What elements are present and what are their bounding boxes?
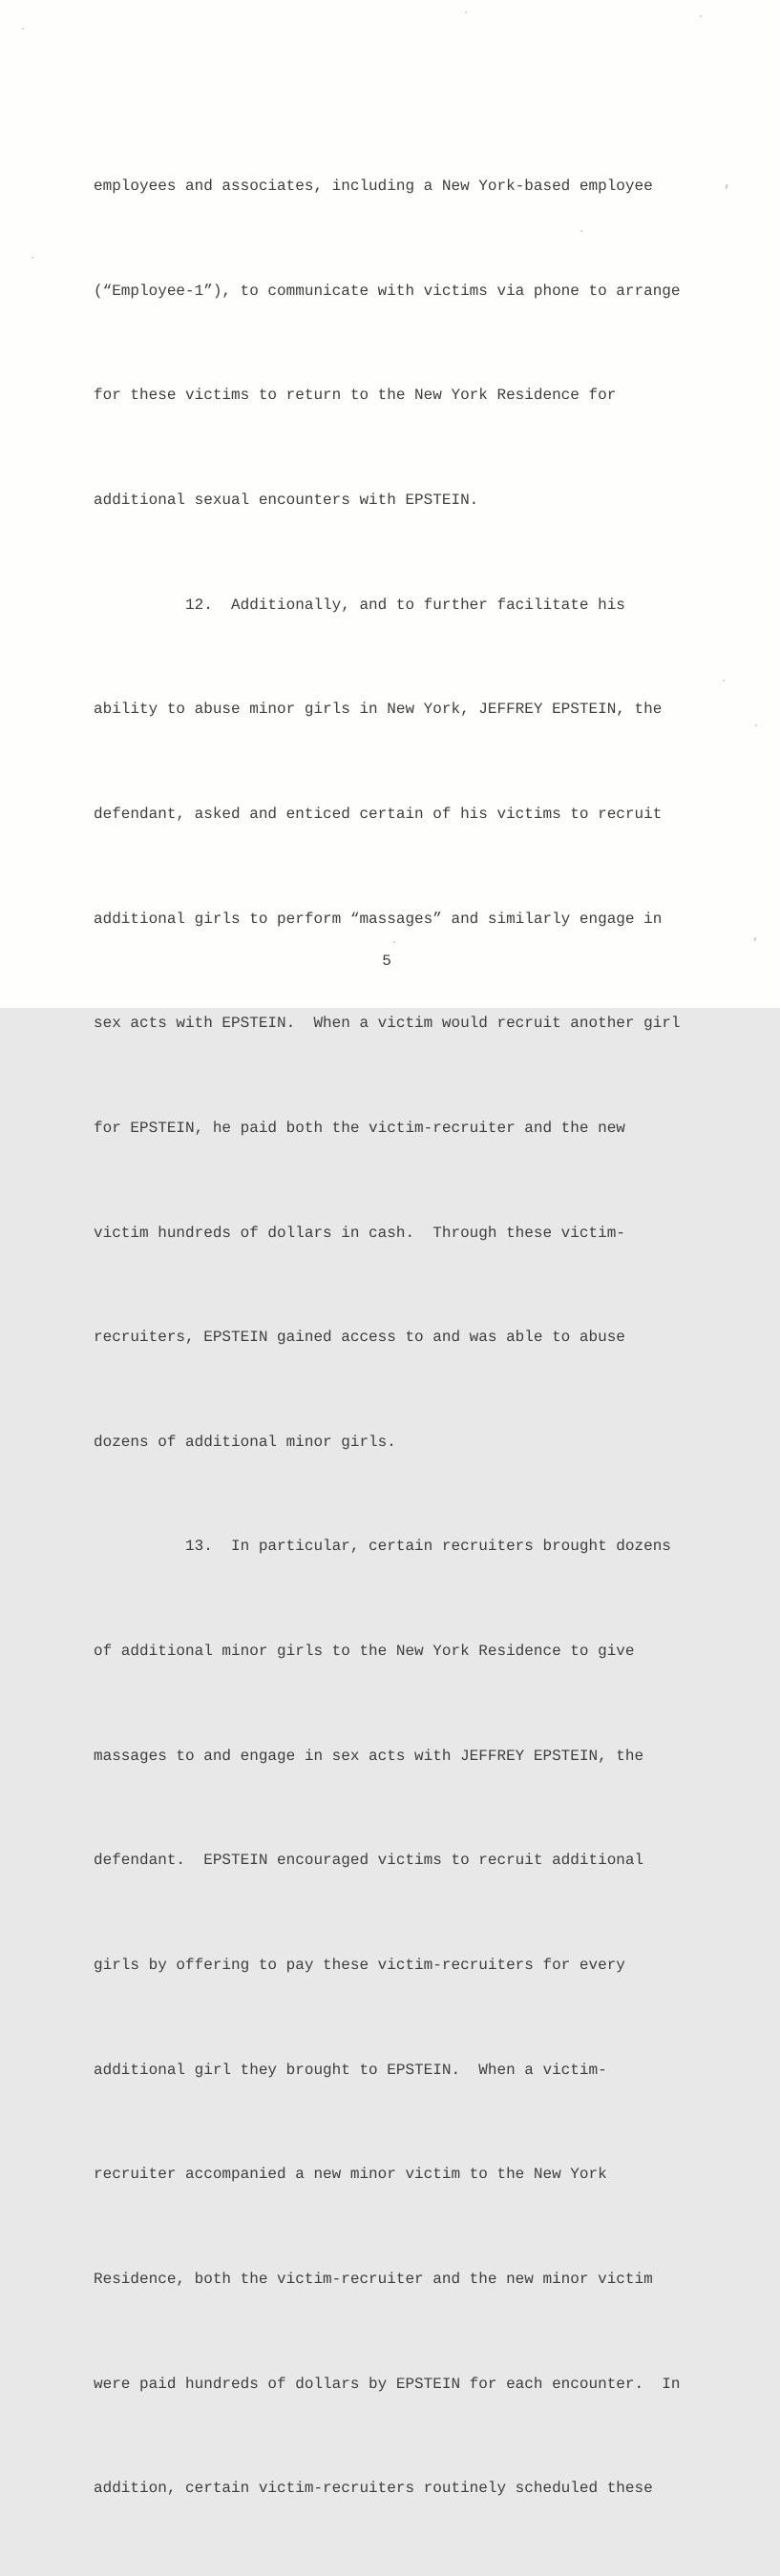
scan-speck	[580, 230, 582, 232]
text-line: victim hundreds of dollars in cash. Through these victim-	[94, 1224, 625, 1242]
text-line: employees and associates, including a New York-based employee	[94, 178, 653, 196]
text-line: of additional minor girls to the New York Residence to give	[94, 1643, 635, 1661]
text-line: additional girls to perform “massages” and similarly engage in	[94, 910, 663, 928]
document-body	[94, 99, 724, 2576]
scan-speck	[725, 184, 727, 189]
text-line: dozens of additional minor girls.	[94, 1433, 396, 1451]
text-line: defendant. EPSTEIN encouraged victims to recruit additional	[94, 1852, 644, 1870]
text-line: (“Employee-1”), to communicate with victims via phone to arrange	[94, 282, 681, 300]
text-line: defendant, asked and enticed certain of his victims to recruit	[94, 805, 663, 823]
paragraph-13-start-line: 13. In particular, certain recruiters brought dozens	[94, 1538, 671, 1556]
text-line: recruiters, EPSTEIN gained access to and was able to abuse	[94, 1329, 625, 1347]
text-line: additional girl they brought to EPSTEIN. When a victim-	[94, 2061, 607, 2079]
text-line: massages to and engage in sex acts with JEFFREY EPSTEIN, the	[94, 1747, 644, 1765]
text-line: additional sexual encounters with EPSTEIN.	[94, 492, 479, 510]
text-line: were paid hundreds of dollars by EPSTEIN for each encounter. In	[94, 2375, 681, 2393]
scan-speck	[753, 937, 756, 941]
text-line: for EPSTEIN, he paid both the victim-recruiter and the new	[94, 1119, 625, 1137]
page-number: 5	[382, 953, 391, 970]
scan-speck	[700, 15, 702, 17]
text-line: girls by offering to pay these victim-recruiters for every	[94, 1956, 625, 1974]
text-line: sex acts with EPSTEIN. When a victim would recruit another girl	[94, 1015, 681, 1033]
text-line: recruiter accompanied a new minor victim to the New York	[94, 2166, 607, 2184]
text-line: addition, certain victim-recruiters routinely scheduled these	[94, 2480, 653, 2498]
scan-speck	[32, 257, 33, 259]
text-line: Residence, both the victim-recruiter and the new minor victim	[94, 2270, 653, 2288]
scan-speck	[755, 724, 757, 726]
text-line: ability to abuse minor girls in New York, JEFFREY EPSTEIN, the	[94, 701, 663, 719]
paragraph-12-start-line: 12. Additionally, and to further facilitate his	[94, 596, 625, 614]
text-line: for these victims to return to the New York Residence for	[94, 387, 617, 405]
scan-speck	[393, 941, 395, 943]
scan-speck	[465, 11, 467, 13]
scan-speck	[22, 28, 24, 30]
scan-speck	[723, 680, 725, 681]
